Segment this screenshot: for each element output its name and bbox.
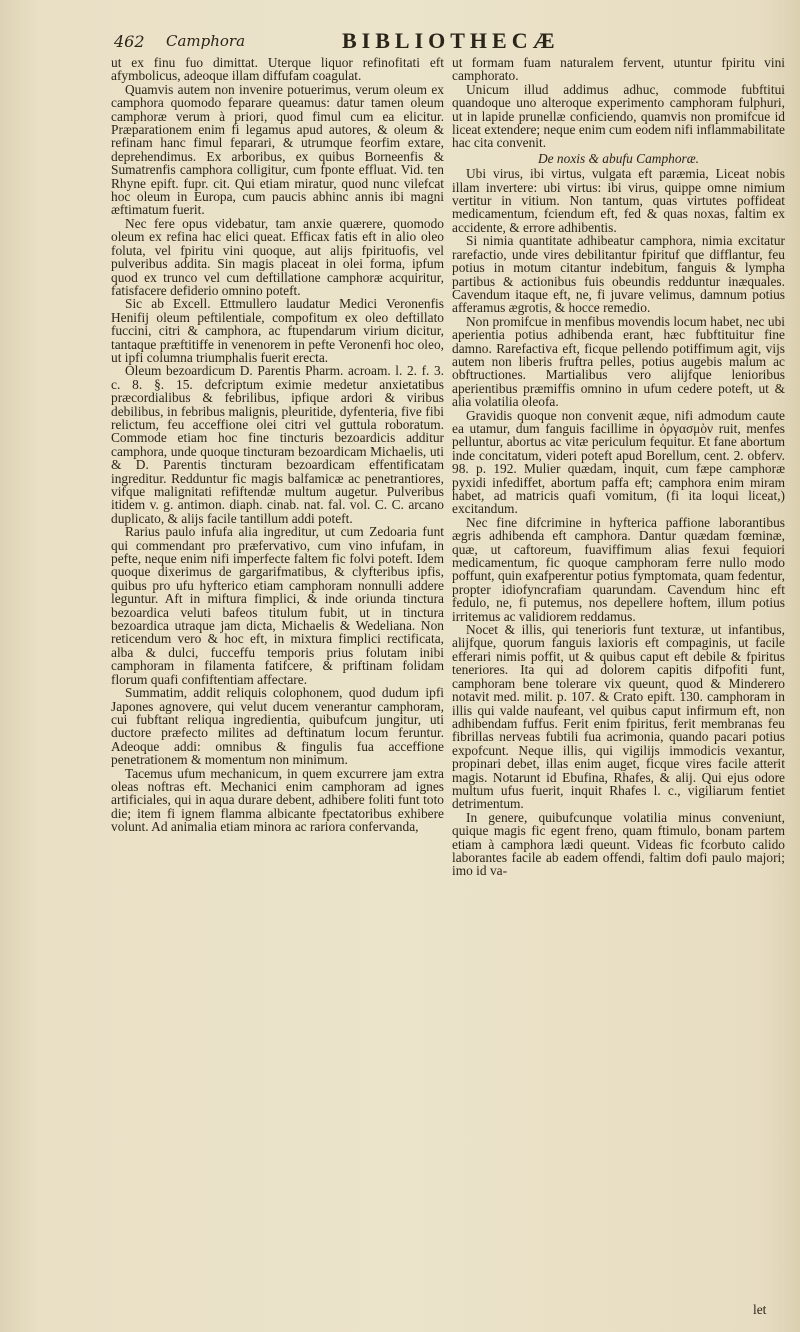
paragraph: Non promifcue in menfibus movendis locum habet, nec ubi aperientia potius adhibenda erant, hæc fubftituitur fine damno. Rarefactiva eft, ficque pellendo potiffimum agit, vijs autem non liberis fruftra pelles, potius augebis malum ac obftructiones. Martialibus vero alijfque lenioribus aperientibus præmiffis omnino in ufum cedere poteft, ut & alia volatilia oleofa.: [452, 313, 785, 410]
right-column: [452, 56, 785, 878]
paragraph: In genere, quibufcunque volatilia minus conveniunt, quique magis fic egent freno, quam ftimulo, bonam partem etiam à camphora lædi queunt. Videas fic fcorbuto calido laborantes facile ab eadem offendi, faltim dofi paulo majori; imo id va-: [452, 809, 785, 879]
paragraph: ut formam fuam naturalem fervent, utuntur fpiritu vini camphorato.: [452, 55, 785, 84]
page-number: 462: [114, 32, 145, 51]
paragraph: Unicum illud addimus adhuc, commode fubftitui quandoque uno alteroque experimento camphoram fulphuri, ut in lapide prunellæ conficiendo, quamvis non promifcue id liceat extendere; neque enim cum eodem nifi inflammabilitate hac cita convenit.: [452, 81, 785, 151]
paragraph: Nec fine difcrimine in hyfterica paffione laborantibus ægris adhibenda eft camphora. Dantur quædam fœminæ, quæ, ut caftoreum, fuaviffimum alias fexui fequiori medicamentum, fic quoque camphoram ferre nullo modo poffunt, quin exafperentur potius fymptomata, quam fedentur, propter idiofyncrafiam quarundam. Cavendum hinc eft fedulo, ne, fi putemus, nos depellere hoftem, illum potius irritemus ac validiorem reddamus.: [452, 514, 785, 624]
paragraph: ut ex finu fuo dimittat. Uterque liquor refinofitati eft afymbolicus, adeoque illam diffufam coagulat.: [111, 55, 444, 84]
paragraph: Sic ab Excell. Ettmullero laudatur Medici Veronenfis Henifij oleum peftilentiale, compofitum ex oleo deftillato fuccini, citri & camphora, ac ftupendarum virium dicitur, tantaque præftitiffe in venenorem in pefte Veronenfi hoc oleo, ut ipfi columna triumphalis fuerit erecta.: [111, 296, 444, 365]
paragraph: Ubi virus, ibi virtus, vulgata eft paræmia, Liceat nobis illam invertere: ubi virtus: ibi virus, quippe omne nimium vertitur in vitium. Non tantum, quas virtutes poffideat medicamentum, fciendum eft, fed & quas noxas, faltim ex accidente, & errore adhibentis.: [452, 166, 785, 235]
left-column: [111, 56, 444, 834]
paragraph: Summatim, addit reliquis colophonem, quod dudum ipfi Japones agnovere, qui velut ducem venerantur camphoram, cui fubftant reliqua ingredientia, quibufcum jungitur, uti ductore præfecto milites ad deftinatum locum feruntur. Adeoque addi: omnibus & fingulis fua acceffione penetrationem & momentum non minimum.: [111, 685, 444, 768]
paragraph: Quamvis autem non invenire potuerimus, verum oleum ex camphora quomodo feparare queamus: datur tamen oleum camphoræ verum à priori, quod fimul cum ea elicitur. Præparationem enim fi legamus apud autores, & oleum & refinam hanc fimul feparari, & utrumque feorfim extare, deprehendimus. Ex arboribus, ex quibus Borneenfis & Sumatrenfis camphora colligitur, cum fponte effluat. Vid. ten Rhyne epift. fupr. cit. Qui etiam miratur, quod nunc vilefcat hoc oleum in Europa, cum paucis abhinc annis ibi magni æftimatum fuerit.: [111, 81, 444, 218]
paragraph: Nec fere opus videbatur, tam anxie quærere, quomodo oleum ex refina hac elici queat. Efficax fatis eft in alio oleo foluta, vel fpiritu vini quoque, aut alijs fpirituofis, vel pulveribus addita. Sin magis placeat in olei forma, ipfum quod ex trunco vel cum deftillatione camphoræ acquiritur, fatisfacere defiderio omnino poteft.: [111, 215, 444, 298]
page-header: [114, 28, 774, 54]
paragraph: Oleum bezoardicum D. Parentis Pharm. acroam. l. 2. f. 3. c. 8. §. 15. defcriptum eximie medetur anxietatibus præcordialibus & febrilibus, ipfique ardori & viribus debilibus, in febribus malignis, pleuritide, dyfenteria, five fibi relictum, feu acceffione olei citri vel guttula roboratum. Commode etiam hoc fine tincturis bezoardicis additur camphora, unde quoque tincturam bezoardicam Michaelis, uti & D. Parentis tincturam bezoardicam effentificatam ingreditur. Redduntur fic magis balfamicæ ac penetrantiores, vifque malignitati refiftendæ multum augetur. Pulveribus itidem v. g. antimon. diaph. cinab. nat. fal. vol. C. C. arcano duplicato, & alijs facile tantillum addi poteft.: [111, 363, 444, 526]
paragraph: Tacemus ufum mechanicum, in quem excurrere jam extra oleas noftras eft. Mechanici enim camphoram ad ignes artificiales, qui in aqua durare debent, adhibere foliti funt toto die; item fi ignem flamma albicante fpectatoribus exhibere volunt. Ad animalia etiam minora ac rariora confervanda,: [111, 765, 444, 835]
paragraph: Gravidis quoque non convenit æque, nifi admodum caute ea utamur, dum fanguis facillime in ὀργασμὸν ruit, menfes pelluntur, abortus ac vitæ periculum fequitur. Et fane abortum inde concitatum, videri poteft apud Borellum, cent. 2. obferv. 98. p. 192. Mulier quædam, inquit, cum fæpe camphoræ pyxidi infediffet, abortum paffa eft; camphora enim miram habet, ad matricis quafi vomitum, (fi ita loqui liceat,) excitandum.: [452, 407, 785, 517]
running-head: Camphora: [166, 32, 246, 50]
page-title: BIBLIOTHECÆ: [342, 28, 560, 53]
paragraph: Si nimia quantitate adhibeatur camphora, nimia excitatur rarefactio, unde vires debilitantur fpirituf que difflantur, feu potius in motum citantur indebitum, fanguis & lympha partibus & actionibus fuis obeundis redduntur inæquales. Cavendum itaque eft, ne, fi juvare velimus, damnum potius afferamus ægrotis, & hocce remedio.: [452, 233, 785, 316]
paragraph: Rarius paulo infufa alia ingreditur, ut cum Zedoaria funt qui commendant pro præfervativo, cum vino infufam, in pefte, neque enim nifi imperfecte faltem fic folvi poteft. Idem quoque dixerimus de gargarifmatibus, & clyfteribus ipfis, quibus pro ufu hyfterico etiam camphoram nonnulli addere leguntur. Aft in miftura fimplici, & inde oriunda tinctura bezoardica veluti bafeos titulum fubit, ut in tinctura bezoardica utraque jam dicta, Michaelis & Wedeliana. Non reticendum vero & hoc eft, in mixtura fimplici rectificata, alba & dulci, fucceffu temporis prius folutam inibi camphoram in filamenta fatifcere, & priftinam folidam florum quafi confiftentiam affectare.: [111, 524, 444, 687]
section-heading: De noxis & abufu Camphoræ.: [537, 150, 700, 166]
paragraph: Nocet & illis, qui tenerioris funt texturæ, ut infantibus, alijfque, quorum fanguis laxioris eft compaginis, ut facile efferari nimis poffit, ut & quibus caput eft debile & fpiritus teneriores. Ita qui ad dolorem capitis difpofiti funt, camphoram bene tolerare vix queunt, quod & Minderero notavit med. milit. p. 107. & Crato epift. 130. camphoram in illis qui valde naufeant, vel quibus caput infirmum eft, non adhibendam fuffus. Ferit enim fpiritus, ferit membranas feu fibrillas nerveas fubtili fua acrimonia, quando pacari potius expofcunt. Neque illis, qui vigilijs immodicis vexantur, propinari debet, illas enim auget, ficque vires facile atterit magis. Notarunt id Ebufina, Rhafes, & alij. Qui ejus odore multum ufus fuerit, inquit Rhafes l. c., vigiliarum fentiet detrimentum.: [452, 622, 785, 812]
catchword: let: [753, 1302, 767, 1317]
